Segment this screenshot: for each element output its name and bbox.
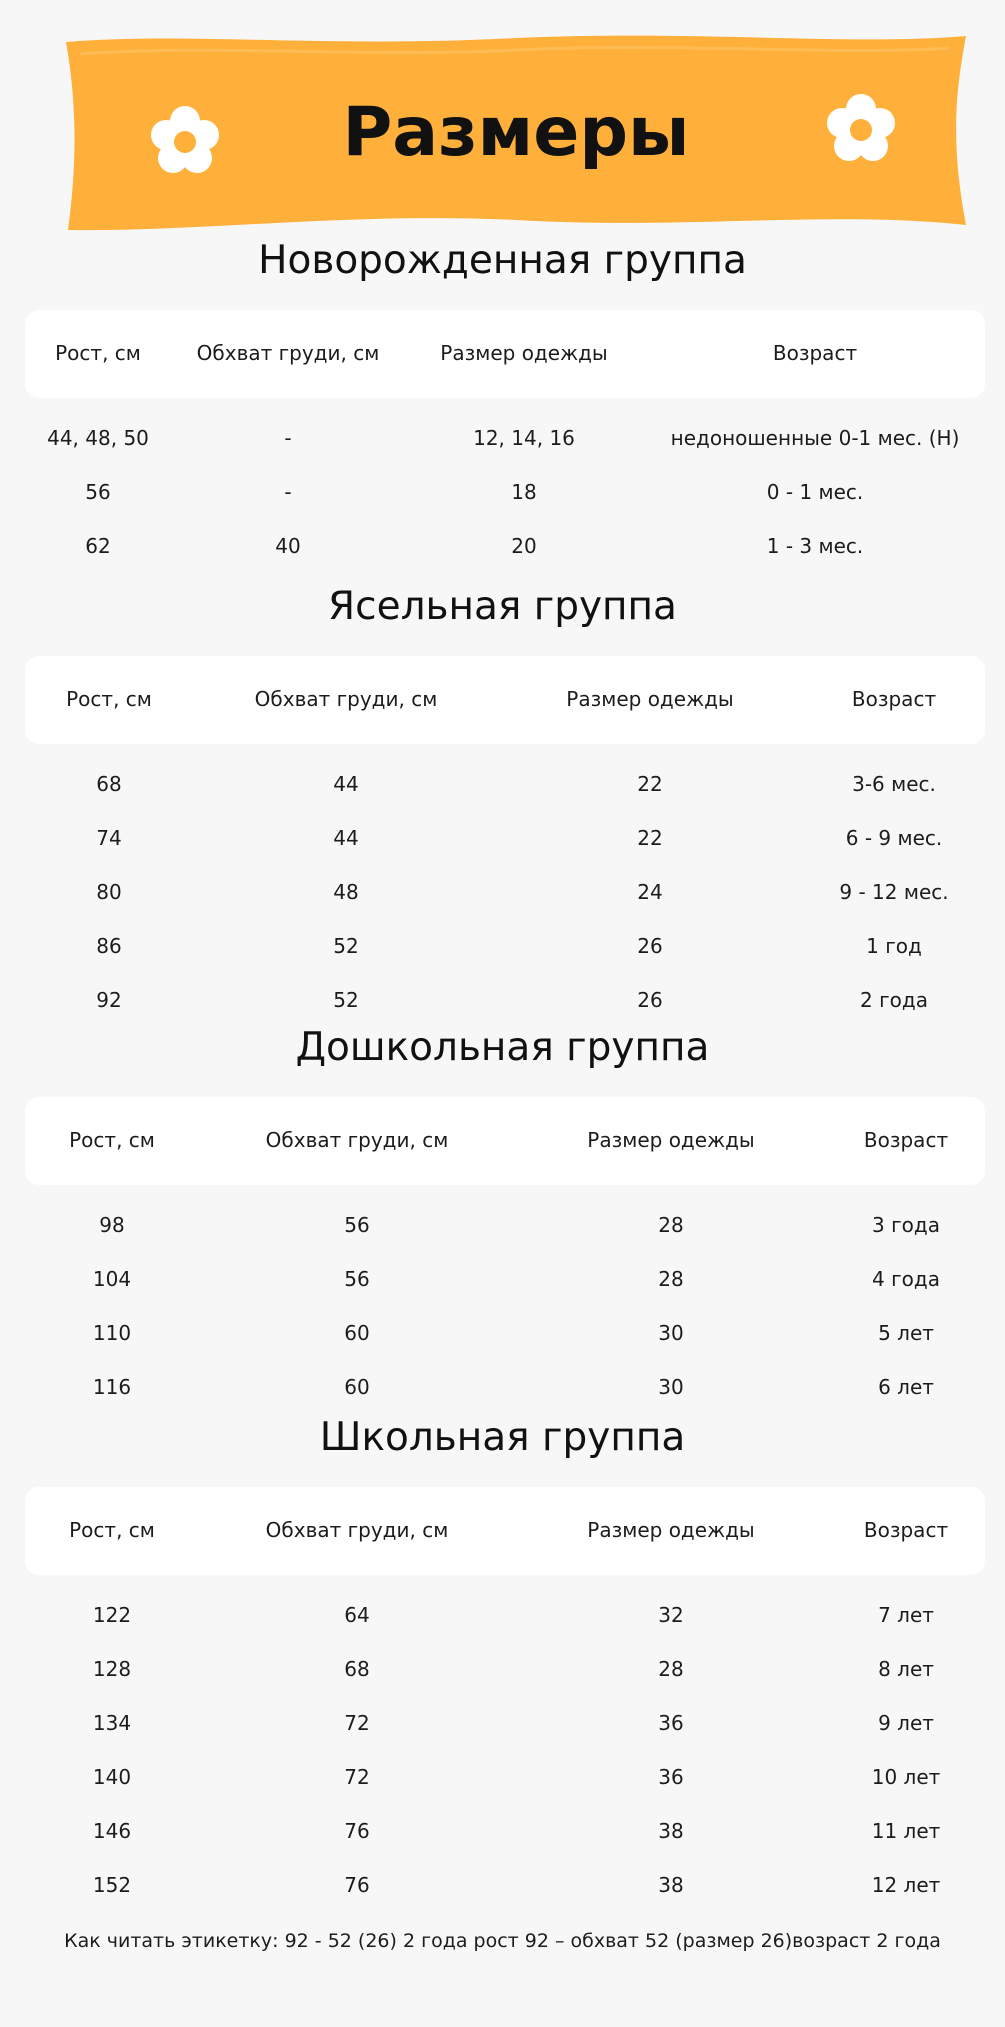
table-cell: 146 <box>92 1819 132 1843</box>
table-cell: 8 лет <box>878 1657 934 1681</box>
table-cell: 6 лет <box>878 1375 934 1399</box>
table-cell: 12 лет <box>871 1873 941 1897</box>
table-row <box>0 1253 1005 1307</box>
table-row <box>0 1307 1005 1361</box>
table-cell: 12, 14, 16 <box>473 426 575 450</box>
column-header: Размер одежды <box>566 687 734 711</box>
table-cell: 44 <box>333 826 359 850</box>
table-cell: 80 <box>96 880 122 904</box>
table-cell: - <box>284 480 292 504</box>
table-cell: 1 год <box>866 934 922 958</box>
table-cell: 18 <box>511 480 537 504</box>
column-header: Возраст <box>863 1128 949 1152</box>
table-cell: 32 <box>658 1603 684 1627</box>
table-cell: 60 <box>344 1375 370 1399</box>
table-cell: 72 <box>344 1765 370 1789</box>
column-header: Обхват груди, см <box>196 341 380 365</box>
table-cell: 116 <box>92 1375 132 1399</box>
table-row <box>0 1589 1005 1643</box>
table-header <box>25 310 985 398</box>
column-header: Возраст <box>863 1518 949 1542</box>
table-cell: 36 <box>658 1765 684 1789</box>
table-cell: 22 <box>637 826 663 850</box>
table-row <box>0 1361 1005 1415</box>
table-cell: 0 - 1 мес. <box>766 480 864 504</box>
table-cell: 98 <box>99 1213 125 1237</box>
table-cell: 56 <box>344 1267 370 1291</box>
section-title: Ясельная группа <box>328 584 677 629</box>
table-cell: 122 <box>92 1603 132 1627</box>
table-cell: 1 - 3 мес. <box>766 534 864 558</box>
table-cell: 9 - 12 мес. <box>839 880 949 904</box>
table-cell: 30 <box>658 1321 684 1345</box>
table-cell: - <box>284 426 292 450</box>
table-row <box>0 1697 1005 1751</box>
table-cell: 22 <box>637 772 663 796</box>
label-reading-note: Как читать этикетку: 92 - 52 (26) 2 года рост 92 – обхват 52 (размер 26)возраст 2 года <box>64 1930 941 1952</box>
table-cell: 76 <box>344 1819 370 1843</box>
column-header: Обхват груди, см <box>254 687 438 711</box>
table-cell: 92 <box>96 988 122 1012</box>
table-row <box>0 412 1005 466</box>
table-cell: 128 <box>92 1657 132 1681</box>
table-cell: 36 <box>658 1711 684 1735</box>
column-header: Рост, см <box>69 1128 155 1152</box>
table-cell: 30 <box>658 1375 684 1399</box>
table-cell: 10 лет <box>871 1765 941 1789</box>
table-cell: 68 <box>96 772 122 796</box>
table-header <box>25 656 985 744</box>
table-cell: 6 - 9 мес. <box>845 826 943 850</box>
title-banner <box>66 30 966 235</box>
table-cell: 52 <box>333 988 359 1012</box>
table-cell: 152 <box>92 1873 132 1897</box>
column-header: Размер одежды <box>587 1518 755 1542</box>
table-cell: 56 <box>85 480 111 504</box>
table-row <box>0 866 1005 920</box>
column-header: Рост, см <box>66 687 152 711</box>
table-cell: 38 <box>658 1873 684 1897</box>
table-cell: 28 <box>658 1657 684 1681</box>
table-row <box>0 1751 1005 1805</box>
table-row <box>0 812 1005 866</box>
column-header: Размер одежды <box>587 1128 755 1152</box>
table-row <box>0 920 1005 974</box>
table-row <box>0 520 1005 574</box>
table-cell: 64 <box>344 1603 370 1627</box>
table-cell: 20 <box>511 534 537 558</box>
table-row <box>0 974 1005 1028</box>
table-row <box>0 758 1005 812</box>
table-cell: 24 <box>637 880 663 904</box>
column-header: Возраст <box>772 341 858 365</box>
section-title: Новорожденная группа <box>258 238 747 283</box>
table-cell: 76 <box>344 1873 370 1897</box>
table-cell: 5 лет <box>878 1321 934 1345</box>
table-header <box>25 1097 985 1185</box>
table-cell: 56 <box>344 1213 370 1237</box>
column-header: Возраст <box>851 687 937 711</box>
table-cell: 72 <box>344 1711 370 1735</box>
table-cell: 104 <box>92 1267 132 1291</box>
page-title: Размеры <box>342 93 690 172</box>
column-header: Обхват груди, см <box>265 1518 449 1542</box>
section-title: Школьная группа <box>319 1415 686 1460</box>
table-cell: недоношенные 0-1 мес. (Н) <box>670 426 960 450</box>
table-row <box>0 1805 1005 1859</box>
table-cell: 52 <box>333 934 359 958</box>
table-cell: 140 <box>92 1765 132 1789</box>
table-cell: 134 <box>92 1711 132 1735</box>
table-cell: 60 <box>344 1321 370 1345</box>
table-cell: 62 <box>85 534 111 558</box>
table-cell: 74 <box>96 826 122 850</box>
table-cell: 44, 48, 50 <box>47 426 149 450</box>
table-cell: 11 лет <box>871 1819 941 1843</box>
table-row <box>0 466 1005 520</box>
column-header: Рост, см <box>55 341 141 365</box>
table-row <box>0 1643 1005 1697</box>
table-cell: 38 <box>658 1819 684 1843</box>
table-cell: 110 <box>92 1321 132 1345</box>
table-cell: 7 лет <box>878 1603 934 1627</box>
column-header: Обхват груди, см <box>265 1128 449 1152</box>
table-cell: 86 <box>96 934 122 958</box>
column-header: Рост, см <box>69 1518 155 1542</box>
table-row <box>0 1199 1005 1253</box>
section-title: Дошкольная группа <box>295 1025 710 1070</box>
table-cell: 40 <box>275 534 301 558</box>
table-header <box>25 1487 985 1575</box>
table-cell: 2 года <box>860 988 928 1012</box>
table-cell: 26 <box>637 988 663 1012</box>
column-header: Размер одежды <box>440 341 608 365</box>
table-cell: 9 лет <box>878 1711 934 1735</box>
table-cell: 48 <box>333 880 359 904</box>
table-row <box>0 1859 1005 1913</box>
table-cell: 3-6 мес. <box>852 772 936 796</box>
table-cell: 28 <box>658 1213 684 1237</box>
table-cell: 28 <box>658 1267 684 1291</box>
table-cell: 44 <box>333 772 359 796</box>
table-cell: 4 года <box>872 1267 940 1291</box>
table-cell: 3 года <box>872 1213 940 1237</box>
table-cell: 26 <box>637 934 663 958</box>
table-cell: 68 <box>344 1657 370 1681</box>
